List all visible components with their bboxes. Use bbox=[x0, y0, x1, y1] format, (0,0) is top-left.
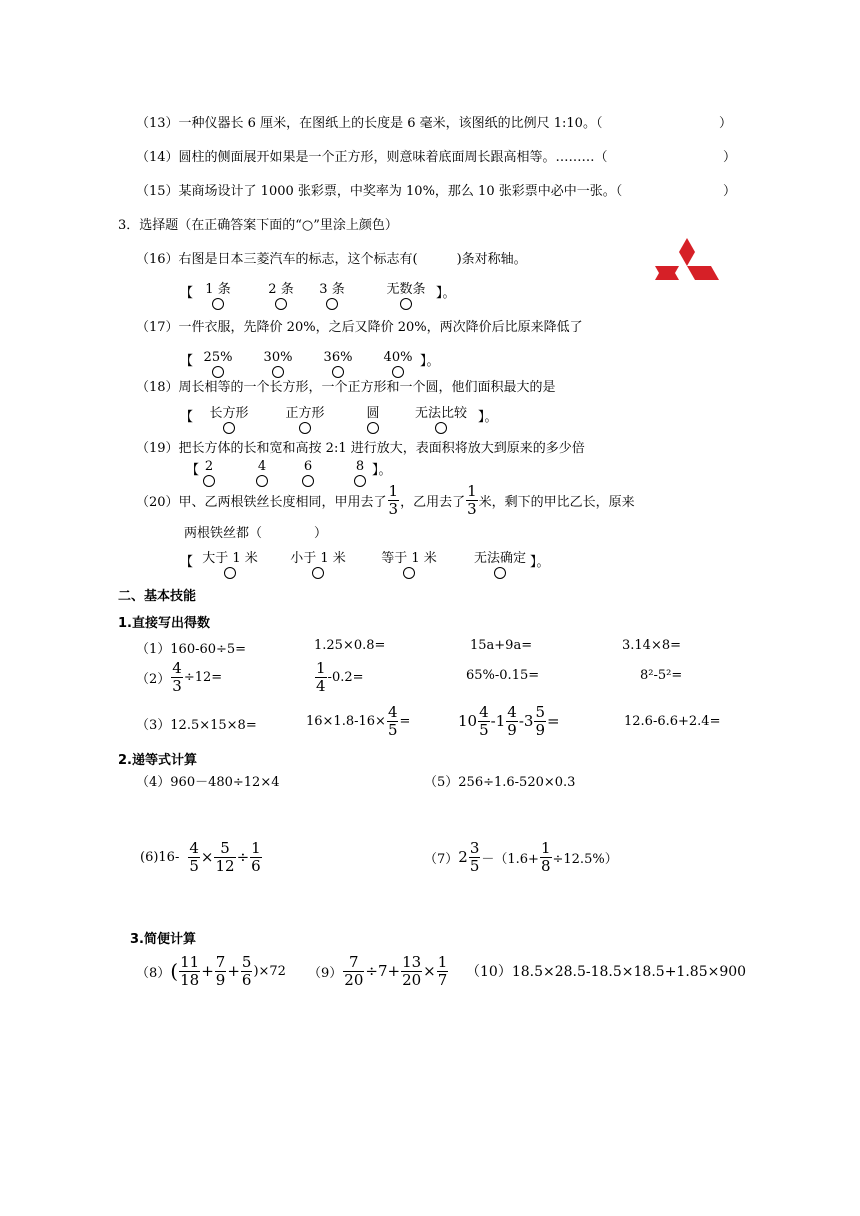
q17-option-4-label: 40% bbox=[383, 350, 413, 365]
q20-option-2[interactable] bbox=[290, 551, 346, 579]
q19-bracket-open: 【 bbox=[186, 463, 200, 478]
denominator: 20 bbox=[344, 970, 364, 989]
numerator: 1 bbox=[437, 952, 448, 971]
answer-paren-15[interactable]: ） bbox=[723, 184, 737, 199]
numerator: 13 bbox=[402, 952, 422, 971]
q16-option-3-label: 3 条 bbox=[319, 282, 345, 297]
q20-option-4-label: 无法确定 bbox=[473, 551, 526, 566]
question-20-part-a: （20）甲、乙两根铁丝长度相同，甲用去了 bbox=[136, 494, 387, 510]
q20-option-1[interactable] bbox=[202, 551, 258, 579]
q17-option-1[interactable] bbox=[190, 350, 246, 378]
calc-1b: 1.25×0.8= bbox=[314, 638, 386, 653]
fraction bbox=[315, 660, 327, 695]
fraction bbox=[466, 483, 478, 518]
calc-3b-text: 16×1.8-16× bbox=[306, 713, 386, 729]
question-14 bbox=[136, 146, 608, 165]
calc-7 bbox=[424, 836, 618, 878]
q18-option-1[interactable] bbox=[201, 406, 257, 434]
calc-3d: 12.6-6.6+2.4= bbox=[624, 714, 721, 729]
numerator: 5 bbox=[220, 838, 230, 857]
numerator: 1 bbox=[388, 481, 399, 500]
section-heading: 二、基本技能 bbox=[118, 589, 197, 604]
equals-sign: = bbox=[546, 712, 560, 730]
question-18: （18）周长相等的一个长方形，一个正方形和一个圆，他们面积最大的是 bbox=[136, 380, 556, 395]
calc-2d: 8²-5²= bbox=[640, 668, 683, 683]
times-sign: × bbox=[200, 848, 214, 866]
q17-option-3[interactable] bbox=[310, 350, 366, 378]
calc-2b bbox=[314, 656, 364, 698]
divide-sign: ÷ bbox=[236, 848, 250, 866]
fraction bbox=[241, 954, 253, 989]
numerator: 1 bbox=[540, 838, 551, 857]
question-19: （19）把长方体的长和宽和高按 2:1 进行放大，表面积将放大到原来的多少倍 bbox=[136, 441, 585, 456]
denominator: 4 bbox=[316, 676, 326, 695]
q19-option-2-label: 4 bbox=[257, 459, 267, 474]
calc-6 bbox=[140, 836, 263, 878]
numerator: 4 bbox=[479, 702, 489, 721]
denominator: 9 bbox=[507, 720, 517, 739]
circle-icon[interactable] bbox=[212, 298, 224, 310]
calc-2 bbox=[136, 656, 222, 698]
fraction bbox=[215, 954, 227, 989]
calc-2b-text: -0.2= bbox=[327, 669, 364, 685]
denominator: 5 bbox=[469, 856, 480, 875]
q16-option-2-label: 2 条 bbox=[268, 282, 294, 297]
circle-icon[interactable] bbox=[223, 422, 235, 434]
question-20-part-c: 米，剩下的甲比乙长，原来 bbox=[478, 494, 635, 510]
denominator: 5 bbox=[479, 720, 489, 739]
calc-1: （1）160-60÷5= bbox=[136, 642, 247, 657]
sub-heading-stepwise: 2.递等式计算 bbox=[118, 753, 197, 768]
denominator: 6 bbox=[251, 856, 261, 875]
denominator: 5 bbox=[189, 856, 199, 875]
calc-8-end: )×72 bbox=[253, 963, 286, 979]
q16-option-3[interactable] bbox=[304, 282, 360, 310]
plus-sign: + bbox=[227, 962, 240, 980]
q19-bracket-close: 】。 bbox=[372, 463, 392, 478]
denominator: 3 bbox=[388, 499, 399, 518]
q18-option-2[interactable] bbox=[277, 406, 333, 434]
fraction bbox=[388, 483, 400, 518]
q17-bracket-open: 【 bbox=[180, 354, 194, 369]
q17-option-2-label: 30% bbox=[263, 350, 293, 365]
question-15-text: （15）某商场设计了 1000 张彩票，中奖率为 10%，那么 10 张彩票中必中一张。（ bbox=[136, 184, 623, 199]
whole-number: 10 bbox=[458, 712, 478, 730]
q19-option-4-label: 8 bbox=[355, 459, 365, 474]
fraction bbox=[387, 704, 399, 739]
calc-3c bbox=[458, 700, 560, 742]
denominator: 18 bbox=[180, 970, 200, 989]
numerator: 3 bbox=[469, 838, 480, 857]
circle-icon[interactable] bbox=[435, 422, 447, 434]
calc-1d: 3.14×8= bbox=[622, 638, 682, 653]
q20-bracket-open: 【 bbox=[180, 555, 194, 570]
denominator: 9 bbox=[535, 720, 545, 739]
numerator: 1 bbox=[316, 658, 326, 677]
q16-option-1[interactable] bbox=[190, 282, 246, 310]
mitsubishi-logo bbox=[654, 236, 720, 294]
calc-8-label: （8） bbox=[136, 965, 171, 981]
circle-icon[interactable] bbox=[403, 567, 415, 579]
q18-option-1-label: 长方形 bbox=[209, 406, 249, 421]
q17-option-4[interactable] bbox=[370, 350, 426, 378]
circle-icon[interactable] bbox=[275, 298, 287, 310]
q19-option-3-label: 6 bbox=[303, 459, 313, 474]
q17-bracket-close: 】。 bbox=[420, 354, 440, 369]
numerator: 11 bbox=[180, 952, 200, 971]
equals-sign: = bbox=[399, 713, 411, 729]
times-sign: × bbox=[423, 962, 436, 980]
calc-3b bbox=[306, 700, 410, 742]
question-20 bbox=[136, 480, 635, 520]
calc-6-label: (6)16- bbox=[140, 849, 180, 865]
numerator: 5 bbox=[241, 952, 252, 971]
calc-7-label: （7） bbox=[424, 851, 459, 867]
denominator: 6 bbox=[241, 970, 252, 989]
q18-option-3[interactable] bbox=[345, 406, 401, 434]
q16-option-4[interactable] bbox=[378, 282, 434, 310]
q20-option-2-label: 小于 1 米 bbox=[290, 551, 346, 566]
question-14-text: （14）圆柱的侧面展开如果是一个正方形，则意味着底面周长跟高相等。………（ bbox=[136, 150, 608, 165]
numerator: 1 bbox=[467, 481, 477, 500]
choice-heading: 3．选择题（在正确答案下面的“○”里涂上颜色） bbox=[118, 218, 398, 233]
answer-paren-13[interactable]: ） bbox=[719, 116, 733, 131]
question-13-text: （13）一种仪器长 6 厘米，在图纸上的长度是 6 毫米，该图纸的比例尺 1:10。（ bbox=[136, 116, 603, 131]
denominator: 8 bbox=[540, 856, 551, 875]
open-paren: ( bbox=[170, 959, 179, 983]
fraction bbox=[540, 840, 552, 875]
minus-term: -1 bbox=[490, 712, 506, 730]
calc-8 bbox=[136, 950, 286, 992]
numerator: 7 bbox=[349, 952, 359, 971]
numerator: 4 bbox=[387, 702, 398, 721]
calc-7-middle: －（1.6+ bbox=[481, 851, 539, 867]
q16-bracket-open: 【 bbox=[180, 286, 194, 301]
denominator: 7 bbox=[437, 970, 448, 989]
denominator: 5 bbox=[387, 720, 398, 739]
q16-bracket-close: 】。 bbox=[436, 286, 456, 301]
calc-9-middle: ÷7+ bbox=[365, 962, 401, 980]
q20-option-3[interactable] bbox=[381, 551, 437, 579]
plus-sign: + bbox=[201, 962, 214, 980]
circle-icon[interactable] bbox=[299, 422, 311, 434]
q19-option-1-label: 2 bbox=[204, 459, 214, 474]
q20-bracket-close: 】。 bbox=[530, 555, 550, 570]
minus-term: -3 bbox=[518, 712, 534, 730]
question-16: （16）右图是日本三菱汽车的标志，这个标志有( )条对称轴。 bbox=[136, 252, 527, 267]
numerator: 7 bbox=[215, 952, 226, 971]
calc-7-end: ÷12.5%） bbox=[552, 851, 618, 867]
numerator: 4 bbox=[172, 658, 182, 677]
calc-10: （10）18.5×28.5-18.5×18.5+1.85×900 bbox=[466, 964, 747, 980]
fraction bbox=[343, 954, 364, 989]
question-20-line2: 两根铁丝都（ ） bbox=[184, 526, 328, 541]
numerator: 5 bbox=[535, 702, 545, 721]
q16-option-1-label: 1 条 bbox=[205, 282, 231, 297]
circle-icon[interactable] bbox=[224, 567, 236, 579]
calc-9 bbox=[308, 950, 449, 992]
whole-number: 2 bbox=[458, 848, 468, 866]
q17-option-1-label: 25% bbox=[203, 350, 233, 365]
circle-icon[interactable] bbox=[326, 298, 338, 310]
circle-icon[interactable] bbox=[494, 567, 506, 579]
calc-2c: 65%-0.15= bbox=[466, 668, 540, 683]
q20-option-1-label: 大于 1 米 bbox=[202, 551, 258, 566]
calc-4: （4）960－480÷12×4 bbox=[136, 775, 280, 790]
q20-option-3-label: 等于 1 米 bbox=[381, 551, 437, 566]
fraction bbox=[250, 840, 262, 875]
denominator: 3 bbox=[467, 499, 477, 518]
fraction bbox=[469, 840, 481, 875]
fraction bbox=[401, 954, 422, 989]
circle-icon[interactable] bbox=[367, 422, 379, 434]
q18-option-4[interactable] bbox=[413, 406, 469, 434]
numerator: 4 bbox=[189, 838, 199, 857]
q18-bracket-open: 【 bbox=[180, 410, 194, 425]
denominator: 12 bbox=[215, 856, 235, 875]
numerator: 4 bbox=[507, 702, 517, 721]
q18-bracket-close: 】。 bbox=[478, 410, 498, 425]
q20-option-4[interactable] bbox=[472, 551, 528, 579]
q16-option-2[interactable] bbox=[253, 282, 309, 310]
fraction bbox=[478, 704, 490, 739]
q17-option-3-label: 36% bbox=[323, 350, 353, 365]
fraction bbox=[534, 704, 546, 739]
fraction bbox=[506, 704, 518, 739]
denominator: 20 bbox=[402, 970, 422, 989]
question-17: （17）一件衣服，先降价 20%，之后又降价 20%，两次降价后比原来降低了 bbox=[136, 320, 583, 335]
answer-paren-14[interactable]: ） bbox=[723, 150, 737, 165]
denominator: 9 bbox=[215, 970, 226, 989]
fraction bbox=[179, 954, 200, 989]
calc-2-text: ÷12= bbox=[183, 669, 223, 685]
numerator: 1 bbox=[251, 838, 261, 857]
q17-option-2[interactable] bbox=[250, 350, 306, 378]
q18-option-2-label: 正方形 bbox=[285, 406, 325, 421]
fraction bbox=[437, 954, 449, 989]
question-13 bbox=[136, 112, 602, 131]
sub-heading-simplify: 3.简便计算 bbox=[130, 932, 196, 947]
sub-heading-direct: 1.直接写出得数 bbox=[118, 616, 210, 631]
calc-1c: 15a+9a= bbox=[470, 638, 533, 653]
fraction bbox=[171, 660, 183, 695]
calc-3: （3）12.5×15×8= bbox=[136, 718, 257, 733]
calc-9-label: （9） bbox=[308, 965, 343, 981]
fraction bbox=[214, 840, 235, 875]
question-15 bbox=[136, 180, 622, 199]
q16-option-4-label: 无数条 bbox=[386, 282, 426, 297]
question-20-part-b: ，乙用去了 bbox=[400, 494, 466, 510]
circle-icon[interactable] bbox=[312, 567, 324, 579]
q18-option-4-label: 无法比较 bbox=[414, 406, 467, 421]
circle-icon[interactable] bbox=[400, 298, 412, 310]
calc-5: （5）256÷1.6-520×0.3 bbox=[424, 775, 576, 790]
denominator: 3 bbox=[172, 676, 182, 695]
calc-2-label: （2） bbox=[136, 671, 171, 687]
fraction bbox=[188, 840, 200, 875]
q18-option-3-label: 圆 bbox=[366, 406, 380, 421]
